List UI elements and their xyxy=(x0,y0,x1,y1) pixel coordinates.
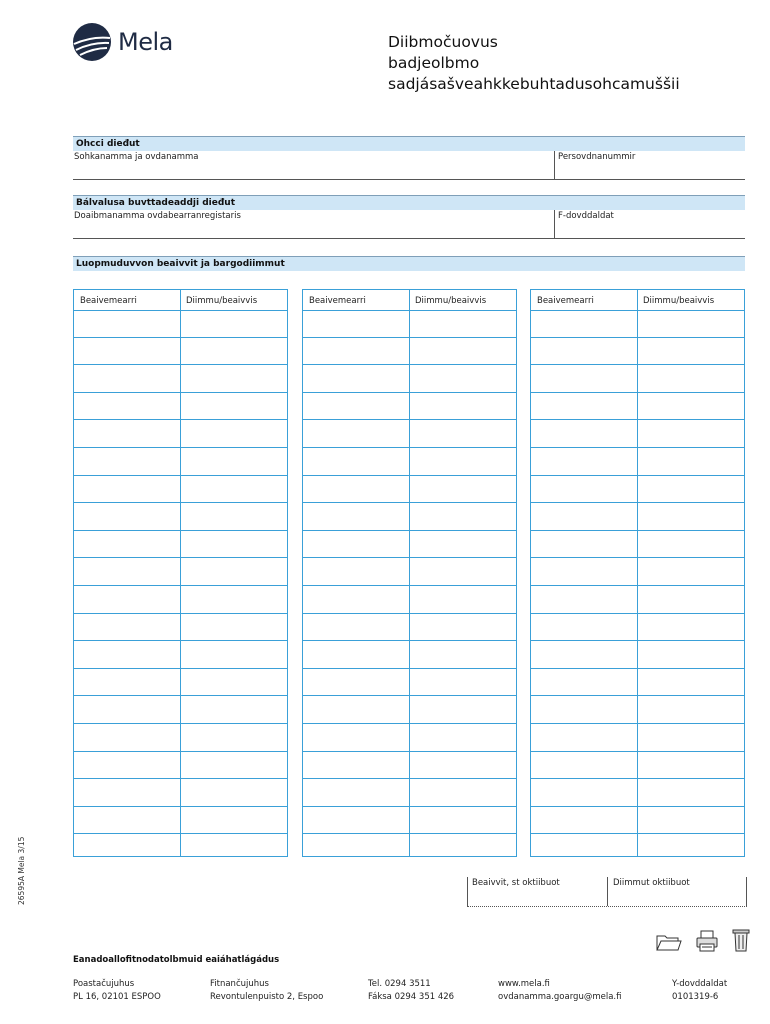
folder-icon[interactable] xyxy=(656,932,682,952)
date-cell[interactable] xyxy=(74,696,180,723)
hours-cell[interactable] xyxy=(181,476,287,503)
date-cell[interactable] xyxy=(531,641,637,668)
hours-cell[interactable] xyxy=(410,531,516,558)
date-cell[interactable] xyxy=(74,310,180,337)
table-row xyxy=(303,614,516,642)
hours-cell[interactable] xyxy=(181,724,287,751)
table-row xyxy=(531,641,744,669)
table-row xyxy=(303,752,516,780)
hours-cell[interactable] xyxy=(410,558,516,585)
date-cell[interactable] xyxy=(74,614,180,641)
title-line-1: Diibmočuovus xyxy=(388,33,498,51)
table-row xyxy=(74,834,287,862)
date-cell[interactable] xyxy=(74,641,180,668)
date-cell[interactable] xyxy=(303,338,409,365)
date-cell[interactable] xyxy=(303,365,409,392)
date-cell[interactable] xyxy=(303,448,409,475)
table-row xyxy=(531,365,744,393)
date-cell[interactable] xyxy=(303,614,409,641)
hours-cell[interactable] xyxy=(410,338,516,365)
date-cell[interactable] xyxy=(531,393,637,420)
col-header-date: Beaivemearri xyxy=(537,296,594,306)
fax: Fáksa 0294 351 426 xyxy=(368,992,455,1002)
business-id-field-label: F-dovddaldat xyxy=(558,211,614,221)
table-row xyxy=(531,338,744,366)
hours-cell[interactable] xyxy=(181,531,287,558)
date-cell[interactable] xyxy=(531,724,637,751)
table-row xyxy=(531,669,744,697)
hours-cell[interactable] xyxy=(638,834,744,862)
footer-phone xyxy=(368,978,454,1004)
table-row xyxy=(303,558,516,586)
date-cell[interactable] xyxy=(74,779,180,806)
table-row xyxy=(531,310,744,338)
hours-cell[interactable] xyxy=(638,365,744,392)
table-row xyxy=(74,310,287,338)
table-row xyxy=(531,503,744,531)
date-cell[interactable] xyxy=(531,476,637,503)
hours-cell[interactable] xyxy=(638,420,744,447)
date-cell[interactable] xyxy=(303,558,409,585)
hours-cell[interactable] xyxy=(410,310,516,337)
table-row xyxy=(74,724,287,752)
hours-cell[interactable] xyxy=(638,558,744,585)
date-cell[interactable] xyxy=(303,420,409,447)
table-row xyxy=(303,531,516,559)
table-row xyxy=(74,614,287,642)
hours-cell[interactable] xyxy=(638,752,744,779)
hours-cell[interactable] xyxy=(638,531,744,558)
hours-cell[interactable] xyxy=(638,503,744,530)
hours-cell[interactable] xyxy=(638,614,744,641)
table-row xyxy=(531,586,744,614)
website-link[interactable]: www.mela.fi xyxy=(498,979,550,989)
table-row xyxy=(74,531,287,559)
table-row xyxy=(74,586,287,614)
date-cell[interactable] xyxy=(74,338,180,365)
name-field[interactable] xyxy=(73,152,554,179)
toolbar-icons xyxy=(656,928,750,952)
table-row xyxy=(531,752,744,780)
footer-visiting xyxy=(210,978,323,1004)
table-row xyxy=(531,531,744,559)
form-code: 26595A Mela 3/15 xyxy=(17,836,26,905)
hours-cell[interactable] xyxy=(638,696,744,723)
phone: Tel. 0294 3511 xyxy=(368,979,431,989)
mela-logo xyxy=(72,22,173,62)
table-row xyxy=(74,558,287,586)
hours-cell[interactable] xyxy=(181,752,287,779)
table-row xyxy=(531,476,744,504)
total-hours-label: Diimmut oktiibuot xyxy=(613,878,690,888)
hours-cell[interactable] xyxy=(638,669,744,696)
hours-cell[interactable] xyxy=(181,393,287,420)
hours-cell[interactable] xyxy=(181,503,287,530)
hours-cell[interactable] xyxy=(181,338,287,365)
date-cell[interactable] xyxy=(303,393,409,420)
business-id-value: 0101319-6 xyxy=(672,992,719,1002)
hours-cell[interactable] xyxy=(410,503,516,530)
table-row xyxy=(531,558,744,586)
date-cell[interactable] xyxy=(303,779,409,806)
table-row xyxy=(303,393,516,421)
trash-icon[interactable] xyxy=(732,928,750,952)
hours-cell[interactable] xyxy=(410,365,516,392)
date-cell[interactable] xyxy=(531,807,637,834)
table-row xyxy=(74,365,287,393)
table-row xyxy=(74,393,287,421)
table-row xyxy=(303,779,516,807)
date-cell[interactable] xyxy=(303,586,409,613)
footer-id xyxy=(672,978,727,1004)
table-row xyxy=(303,365,516,393)
table-row xyxy=(74,807,287,835)
hours-cell[interactable] xyxy=(410,724,516,751)
date-cell[interactable] xyxy=(303,641,409,668)
totals-box xyxy=(467,877,747,907)
table-row xyxy=(531,420,744,448)
table-row xyxy=(74,752,287,780)
section-heading-employer: Bálvalusa buvttadeaddji dieđut xyxy=(73,195,745,210)
footer-postal xyxy=(73,978,161,1004)
table-row xyxy=(531,393,744,421)
hours-cell[interactable] xyxy=(410,476,516,503)
date-cell[interactable] xyxy=(531,365,637,392)
table-row xyxy=(531,448,744,476)
date-cell[interactable] xyxy=(303,807,409,834)
dates-table-3 xyxy=(530,289,745,857)
date-cell[interactable] xyxy=(74,420,180,447)
table-row xyxy=(303,724,516,752)
hours-cell[interactable] xyxy=(410,834,516,862)
table-row xyxy=(303,669,516,697)
date-cell[interactable] xyxy=(74,448,180,475)
hours-cell[interactable] xyxy=(638,586,744,613)
date-cell[interactable] xyxy=(531,338,637,365)
footer-title: Eanadoallofitnodatolbmuid eaiáhatlágádus xyxy=(73,955,280,965)
hours-cell[interactable] xyxy=(410,614,516,641)
business-id-field[interactable] xyxy=(555,211,745,238)
date-cell[interactable] xyxy=(531,614,637,641)
ssn-field-label: Persovdnanummir xyxy=(558,152,636,162)
table-row xyxy=(531,779,744,807)
date-cell[interactable] xyxy=(531,310,637,337)
hours-cell[interactable] xyxy=(410,420,516,447)
printer-icon[interactable] xyxy=(696,930,718,952)
hours-cell[interactable] xyxy=(181,779,287,806)
date-cell[interactable] xyxy=(531,586,637,613)
date-cell[interactable] xyxy=(74,669,180,696)
table-row xyxy=(303,448,516,476)
table-row xyxy=(74,669,287,697)
date-cell[interactable] xyxy=(74,586,180,613)
table-row xyxy=(531,614,744,642)
table-row xyxy=(531,696,744,724)
table-row xyxy=(303,807,516,835)
date-cell[interactable] xyxy=(74,503,180,530)
date-cell[interactable] xyxy=(303,503,409,530)
hours-cell[interactable] xyxy=(638,724,744,751)
date-cell[interactable] xyxy=(531,448,637,475)
mela-logo-icon xyxy=(72,22,112,62)
table-row xyxy=(303,834,516,862)
date-cell[interactable] xyxy=(531,696,637,723)
hours-cell[interactable] xyxy=(638,779,744,806)
date-cell[interactable] xyxy=(303,696,409,723)
date-cell[interactable] xyxy=(74,476,180,503)
hours-cell[interactable] xyxy=(410,641,516,668)
date-cell[interactable] xyxy=(531,669,637,696)
hours-cell[interactable] xyxy=(181,310,287,337)
visiting-value: Revontulenpuisto 2, Espoo xyxy=(210,992,324,1002)
date-cell[interactable] xyxy=(531,752,637,779)
hours-cell[interactable] xyxy=(181,614,287,641)
table-row xyxy=(303,586,516,614)
name-field-label: Sohkanamma ja ovdanamma xyxy=(74,152,199,162)
date-cell[interactable] xyxy=(303,669,409,696)
hours-cell[interactable] xyxy=(181,807,287,834)
total-days-label: Beaivvit, st oktiibuot xyxy=(472,878,560,888)
date-cell[interactable] xyxy=(303,834,409,862)
hours-cell[interactable] xyxy=(638,448,744,475)
table-row xyxy=(74,448,287,476)
date-cell[interactable] xyxy=(303,531,409,558)
hours-cell[interactable] xyxy=(181,448,287,475)
date-cell[interactable] xyxy=(74,834,180,862)
ssn-field[interactable] xyxy=(555,152,745,179)
hours-cell[interactable] xyxy=(638,807,744,834)
hours-cell[interactable] xyxy=(410,586,516,613)
business-name-field-label: Doaibmanamma ovdabearranregistaris xyxy=(74,211,241,221)
hours-cell[interactable] xyxy=(410,779,516,806)
hours-cell[interactable] xyxy=(181,696,287,723)
table-row xyxy=(531,834,744,862)
table-row xyxy=(74,338,287,366)
total-days-field[interactable] xyxy=(468,877,607,906)
document-title xyxy=(388,32,770,95)
brand-name: Mela xyxy=(118,28,173,56)
hours-cell[interactable] xyxy=(410,393,516,420)
postal-value: PL 16, 02101 ESPOO xyxy=(73,992,161,1002)
email-link[interactable]: ovdanamma.goargu@mela.fi xyxy=(498,992,622,1002)
table-row xyxy=(303,420,516,448)
col-header-date: Beaivemearri xyxy=(80,296,137,306)
section-heading-personal: Ohcci dieđut xyxy=(73,136,745,151)
date-cell[interactable] xyxy=(74,393,180,420)
date-cell[interactable] xyxy=(303,476,409,503)
date-cell[interactable] xyxy=(303,752,409,779)
hours-cell[interactable] xyxy=(181,420,287,447)
col-header-date: Beaivemearri xyxy=(309,296,366,306)
date-cell[interactable] xyxy=(74,365,180,392)
date-cell[interactable] xyxy=(303,310,409,337)
hours-cell[interactable] xyxy=(181,834,287,862)
dates-table-1 xyxy=(73,289,288,857)
table-row xyxy=(74,503,287,531)
hours-cell[interactable] xyxy=(181,558,287,585)
col-header-hours: Diimmu/beaivvis xyxy=(186,296,258,306)
date-cell[interactable] xyxy=(531,503,637,530)
date-cell[interactable] xyxy=(531,420,637,447)
hours-cell[interactable] xyxy=(638,310,744,337)
table-row xyxy=(74,779,287,807)
hours-cell[interactable] xyxy=(410,752,516,779)
col-header-hours: Diimmu/beaivvis xyxy=(415,296,487,306)
hours-cell[interactable] xyxy=(181,365,287,392)
hours-cell[interactable] xyxy=(181,669,287,696)
date-cell[interactable] xyxy=(531,779,637,806)
total-hours-field[interactable] xyxy=(608,877,746,906)
table-row xyxy=(303,641,516,669)
table-row xyxy=(303,310,516,338)
table-row xyxy=(74,420,287,448)
date-cell[interactable] xyxy=(74,724,180,751)
footer-web xyxy=(498,978,621,1004)
table-row xyxy=(74,696,287,724)
hours-cell[interactable] xyxy=(410,696,516,723)
table-row xyxy=(531,724,744,752)
date-cell[interactable] xyxy=(74,531,180,558)
date-cell[interactable] xyxy=(531,558,637,585)
visiting-label: Fitnančujuhus xyxy=(210,979,269,989)
dates-table-2 xyxy=(302,289,517,857)
hours-cell[interactable] xyxy=(410,807,516,834)
postal-label: Poastačujuhus xyxy=(73,979,135,989)
hours-cell[interactable] xyxy=(638,641,744,668)
hours-cell[interactable] xyxy=(181,586,287,613)
date-cell[interactable] xyxy=(74,807,180,834)
title-line-2: badjeolbmo sadjásašveahkkebuhtadusohcamuššii xyxy=(388,54,680,93)
date-cell[interactable] xyxy=(74,558,180,585)
table-row xyxy=(531,807,744,835)
hours-cell[interactable] xyxy=(410,448,516,475)
hours-cell[interactable] xyxy=(410,669,516,696)
table-row xyxy=(303,503,516,531)
table-row xyxy=(303,476,516,504)
hours-cell[interactable] xyxy=(638,393,744,420)
table-row xyxy=(74,641,287,669)
col-header-hours: Diimmu/beaivvis xyxy=(643,296,715,306)
date-cell[interactable] xyxy=(531,834,637,862)
business-id-label: Y-dovddaldat xyxy=(672,979,728,989)
table-row xyxy=(74,476,287,504)
hours-cell[interactable] xyxy=(638,338,744,365)
date-cell[interactable] xyxy=(531,531,637,558)
table-row xyxy=(303,696,516,724)
hours-cell[interactable] xyxy=(638,476,744,503)
date-cell[interactable] xyxy=(303,724,409,751)
table-row xyxy=(303,338,516,366)
section-heading-dates: Luopmuduvvon beaivvit ja bargodiimmut xyxy=(73,256,745,271)
date-cell[interactable] xyxy=(74,752,180,779)
business-name-field[interactable] xyxy=(73,211,554,238)
hours-cell[interactable] xyxy=(181,641,287,668)
